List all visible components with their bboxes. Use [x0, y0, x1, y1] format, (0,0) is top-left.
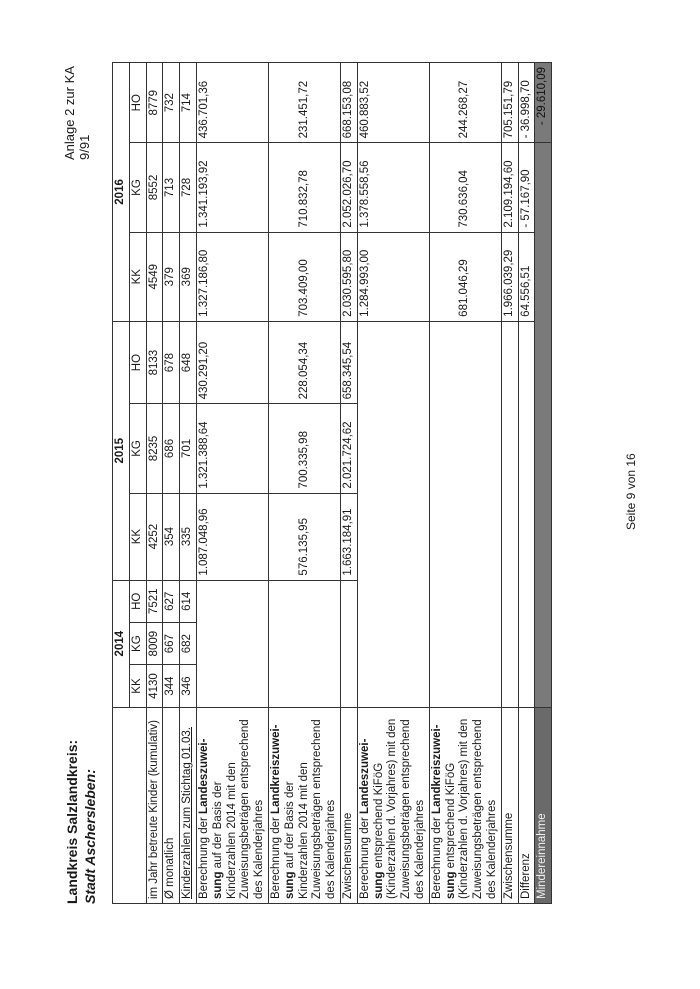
col-ho: HO [129, 63, 146, 143]
allocation-table [112, 62, 552, 904]
cell: 4252 [146, 493, 163, 580]
cell: 701 [180, 404, 197, 493]
table-row-monatlich [163, 63, 180, 904]
table-row-zwischensumme-2 [501, 63, 518, 904]
cell: 728 [180, 143, 197, 232]
row-label: Mindereinnahme [535, 707, 552, 903]
row-label: Ø monatlich [163, 707, 180, 903]
cell: 1.663.184,91 [340, 493, 357, 580]
col-kg: KG [129, 143, 146, 232]
row-label: Berechnung der Landkreiszuwei-sung entsprechend KiFöG (Kinderzahlen d. Vorjahres) mit den Zuweisungsbeträgen entsprechend des Kalenderjahres [429, 707, 501, 903]
col-kg: KG [129, 622, 146, 664]
cell: 703.409,00 [268, 232, 340, 321]
cell: 730.636,04 [429, 143, 501, 232]
cell: - 57.167,90 [518, 143, 535, 232]
cell: 1.321.388,64 [196, 404, 268, 493]
cell: 714 [180, 63, 197, 143]
table-row-mindereinnahme [535, 63, 552, 904]
cell: 678 [163, 321, 180, 404]
col-kg: KG [129, 404, 146, 493]
cell: 1.327.186,80 [196, 232, 268, 321]
cell: 379 [163, 232, 180, 321]
table-row-landes-kifoeg [357, 63, 429, 904]
cell: 1.087.048,96 [196, 493, 268, 580]
cell: 648 [180, 321, 197, 404]
cell: 667 [163, 622, 180, 664]
cell: 436.701,36 [196, 63, 268, 143]
cell: 8009 [146, 622, 163, 664]
table-row-kreis-kifoeg [429, 63, 501, 904]
cell: 8779 [146, 63, 163, 143]
col-ho: HO [129, 580, 146, 622]
row-label: Differenz [518, 707, 535, 903]
cell: 64.556,51 [518, 232, 535, 321]
table-row-betreut [146, 63, 163, 904]
cell: 344 [163, 665, 180, 707]
cell: 732 [163, 63, 180, 143]
table-row-differenz [518, 63, 535, 904]
cell: 614 [180, 580, 197, 622]
cell: 8133 [146, 321, 163, 404]
row-label: Berechnung der Landeszuwei-sung entsprechend KiFöG (Kinderzahlen d. Vorjahres) mit den Zuweisungsbeträgen entsprechend des Kalenderjahres [357, 707, 429, 903]
cell: 658.345,54 [340, 321, 357, 404]
col-ho: HO [129, 321, 146, 404]
cell: 354 [163, 493, 180, 580]
year-2014: 2014 [113, 580, 130, 707]
cell: 627 [163, 580, 180, 622]
cell: 710.832,78 [268, 143, 340, 232]
cell: 682 [180, 622, 197, 664]
table-row-kreis-basis [268, 63, 340, 904]
cell: 430.291,20 [196, 321, 268, 404]
row-label: Berechnung der Landkreiszuwei-sung auf der Basis der Kinderzahlen 2014 mit den Zuweisungsbeträgen entsprechend des Kalenderjahres [268, 707, 340, 903]
cell: 4130 [146, 665, 163, 707]
row-label: Berechnung der Landeszuwei-sung auf der Basis der Kinderzahlen 2014 mit den Zuweisungsbeträgen entsprechend des Kalenderjahres [196, 707, 268, 903]
cell: 2.030.595,80 [340, 232, 357, 321]
cell: 705.151,79 [501, 63, 518, 143]
row-label: im Jahr betreute Kinder (kumulativ) [146, 707, 163, 903]
col-kk: KK [129, 232, 146, 321]
mindereinnahme-value: - 29.610,09 [535, 63, 552, 143]
cell: 8235 [146, 404, 163, 493]
cell: 4549 [146, 232, 163, 321]
district-heading: Landkreis Salzlandkreis: [64, 739, 80, 904]
cell: 228.054,34 [268, 321, 340, 404]
col-kk: KK [129, 493, 146, 580]
cell: 369 [180, 232, 197, 321]
cell: 231.451,72 [268, 63, 340, 143]
cell: 700.335,98 [268, 404, 340, 493]
cell: 713 [163, 143, 180, 232]
cell: 1.341.193,92 [196, 143, 268, 232]
row-label: Zwischensumme [501, 707, 518, 903]
cell: 346 [180, 665, 197, 707]
cell: 335 [180, 493, 197, 580]
city-heading: Stadt Aschersleben: [82, 769, 98, 904]
cell: 2.052.026,70 [340, 143, 357, 232]
cell: 686 [163, 404, 180, 493]
cell: 1.284.993,00 [357, 232, 429, 321]
cell: 244.268,27 [429, 63, 501, 143]
row-label: Zwischensumme [340, 707, 357, 903]
annex-label: Anlage 2 zur KA 9/91 [62, 66, 92, 160]
cell: 7521 [146, 580, 163, 622]
cell: - 36.998,70 [518, 63, 535, 143]
col-kk: KK [129, 665, 146, 707]
cell: 668.153,08 [340, 63, 357, 143]
row-label: Kinderzahlen zum Stichtag 01.03. [180, 707, 197, 903]
cell: 1.966.039,29 [501, 232, 518, 321]
cell: 1.378.558,56 [357, 143, 429, 232]
cell: 2.109.194,60 [501, 143, 518, 232]
cell: 681.046,29 [429, 232, 501, 321]
year-2016: 2016 [113, 63, 130, 322]
rotated-sheet [50, 50, 650, 940]
cell: 2.021.724,62 [340, 404, 357, 493]
year-2015: 2015 [113, 321, 130, 580]
year-header-row [113, 63, 130, 904]
page-footer: Seite 9 von 16 [624, 453, 638, 530]
table-row-landes-basis [196, 63, 268, 904]
cell: 460.883,52 [357, 63, 429, 143]
table-row-stichtag [180, 63, 197, 904]
cell: 8552 [146, 143, 163, 232]
cell: 576.135,95 [268, 493, 340, 580]
table-row-zwischensumme-1 [340, 63, 357, 904]
